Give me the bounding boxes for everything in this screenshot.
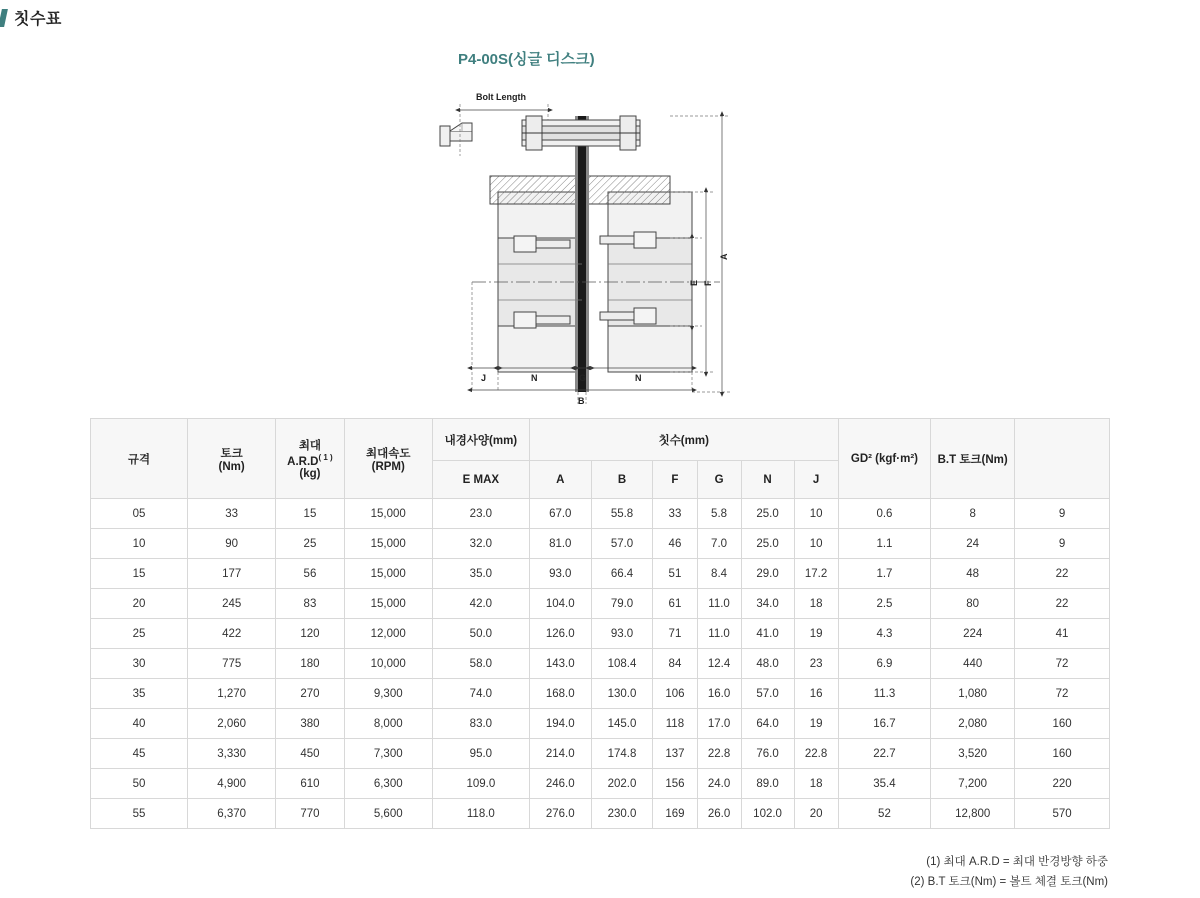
table-cell: 23: [794, 649, 838, 679]
table-cell: 11.3: [838, 679, 931, 709]
table-cell: 15,000: [344, 499, 432, 529]
table-cell: 230.0: [591, 799, 653, 829]
table-cell: 22.8: [794, 739, 838, 769]
table-cell: 610: [276, 769, 344, 799]
table-cell: 64.0: [741, 709, 794, 739]
table-cell: 40: [91, 709, 188, 739]
table-cell: 15: [276, 499, 344, 529]
table-cell: 05: [91, 499, 188, 529]
table-cell: 22: [1015, 559, 1110, 589]
label-g: G: [579, 373, 587, 383]
table-cell: 202.0: [591, 769, 653, 799]
table-cell: 104.0: [529, 589, 591, 619]
table-cell: 48.0: [741, 649, 794, 679]
table-cell: 246.0: [529, 769, 591, 799]
table-cell: 52: [838, 799, 931, 829]
table-cell: 6,370: [188, 799, 276, 829]
label-f: F: [703, 280, 713, 286]
table-cell: 51: [653, 559, 697, 589]
table-row: [91, 799, 1110, 829]
page-title: 칫수표: [14, 11, 62, 28]
table-cell: 76.0: [741, 739, 794, 769]
figure-title: P4-00S(싱글 디스크): [458, 51, 595, 68]
table-cell: 33: [653, 499, 697, 529]
table-cell: 42.0: [432, 589, 529, 619]
col-header-ard: 최대 $A.R.D^{( 1 )}$ (kg): [276, 419, 344, 499]
table-cell: 18: [794, 769, 838, 799]
table-cell: 20: [91, 589, 188, 619]
col-group-header-dims: 칫수(mm): [529, 419, 838, 461]
table-cell: 7,200: [931, 769, 1015, 799]
table-cell: 2.5: [838, 589, 931, 619]
table-cell: 3,330: [188, 739, 276, 769]
table-cell: 8,000: [344, 709, 432, 739]
table-cell: 56: [276, 559, 344, 589]
table-cell: 224: [931, 619, 1015, 649]
table-cell: 24: [931, 529, 1015, 559]
table-cell: 1,080: [931, 679, 1015, 709]
label-n-right: N: [635, 373, 642, 383]
figure-container: [430, 44, 790, 404]
table-cell: 245: [188, 589, 276, 619]
table-cell: 145.0: [591, 709, 653, 739]
section-heading: [0, 6, 62, 29]
table-cell: 90: [188, 529, 276, 559]
coupling-drawing: [430, 68, 790, 404]
table-cell: 23.0: [432, 499, 529, 529]
table-cell: 10,000: [344, 649, 432, 679]
table-cell: 24.0: [697, 769, 741, 799]
table-cell: 89.0: [741, 769, 794, 799]
table-row: [91, 769, 1110, 799]
table-cell: 50.0: [432, 619, 529, 649]
table-cell: 30: [91, 649, 188, 679]
table-row: [91, 649, 1110, 679]
table-cell: 7,300: [344, 739, 432, 769]
table-cell: 15,000: [344, 589, 432, 619]
table-cell: 11.0: [697, 619, 741, 649]
table-cell: 1.1: [838, 529, 931, 559]
table-cell: 45: [91, 739, 188, 769]
table-cell: 118.0: [432, 799, 529, 829]
table-cell: 55.8: [591, 499, 653, 529]
table-cell: 570: [1015, 799, 1110, 829]
table-cell: 84: [653, 649, 697, 679]
table-cell: 19: [794, 709, 838, 739]
col-header-torque: 토크 (Nm): [188, 419, 276, 499]
sub-header-j: J: [794, 461, 838, 499]
table-cell: 8.4: [697, 559, 741, 589]
table-cell: 25: [276, 529, 344, 559]
table-cell: 177: [188, 559, 276, 589]
table-cell: 1,270: [188, 679, 276, 709]
table-cell: 9: [1015, 499, 1110, 529]
table-cell: 160: [1015, 709, 1110, 739]
table-cell: 32.0: [432, 529, 529, 559]
table-cell: 15,000: [344, 529, 432, 559]
table-cell: 10: [91, 529, 188, 559]
col-header-bt-torque: [1015, 419, 1110, 499]
table-cell: 22: [1015, 589, 1110, 619]
table-cell: 20: [794, 799, 838, 829]
table-cell: 5.8: [697, 499, 741, 529]
table-cell: 156: [653, 769, 697, 799]
table-cell: 57.0: [741, 679, 794, 709]
col-header-max-speed: 최대속도 (RPM): [344, 419, 432, 499]
table-cell: 25: [91, 619, 188, 649]
table-cell: 168.0: [529, 679, 591, 709]
table-cell: 35: [91, 679, 188, 709]
table-cell: 9: [1015, 529, 1110, 559]
table-cell: 2,080: [931, 709, 1015, 739]
table-cell: 380: [276, 709, 344, 739]
table-cell: 11.0: [697, 589, 741, 619]
table-cell: 29.0: [741, 559, 794, 589]
sub-header-emax: E MAX: [432, 461, 529, 499]
table-cell: 3,520: [931, 739, 1015, 769]
table-row: [91, 619, 1110, 649]
table-cell: 22.8: [697, 739, 741, 769]
table-cell: 66.4: [591, 559, 653, 589]
table-header: [91, 419, 1110, 499]
table-cell: 16: [794, 679, 838, 709]
table-cell: 118: [653, 709, 697, 739]
table-row: [91, 559, 1110, 589]
table-cell: 2,060: [188, 709, 276, 739]
table-cell: 74.0: [432, 679, 529, 709]
table-cell: 50: [91, 769, 188, 799]
col-header-gd2: B.T 토크(Nm): [931, 419, 1015, 499]
table-cell: 72: [1015, 679, 1110, 709]
table-cell: 10: [794, 529, 838, 559]
table-cell: 220: [1015, 769, 1110, 799]
table-cell: 214.0: [529, 739, 591, 769]
col-header-size: 규격: [91, 419, 188, 499]
table-cell: 0.6: [838, 499, 931, 529]
table-cell: 5,600: [344, 799, 432, 829]
table-cell: 4.3: [838, 619, 931, 649]
table-cell: 25.0: [741, 529, 794, 559]
table-cell: 8: [931, 499, 1015, 529]
table-cell: 61: [653, 589, 697, 619]
sub-header-g: G: [697, 461, 741, 499]
sub-header-b: B: [591, 461, 653, 499]
table-cell: 71: [653, 619, 697, 649]
table-cell: 93.0: [529, 559, 591, 589]
label-j: J: [481, 373, 487, 383]
table-row: [91, 739, 1110, 769]
table-cell: 270: [276, 679, 344, 709]
table-cell: 775: [188, 649, 276, 679]
table-cell: 174.8: [591, 739, 653, 769]
table-cell: 16.7: [838, 709, 931, 739]
table-cell: 450: [276, 739, 344, 769]
table-cell: 72: [1015, 649, 1110, 679]
table-cell: 25.0: [741, 499, 794, 529]
table-cell: 109.0: [432, 769, 529, 799]
table-cell: 180: [276, 649, 344, 679]
table-cell: 10: [794, 499, 838, 529]
table-cell: 137: [653, 739, 697, 769]
table-cell: 12,800: [931, 799, 1015, 829]
table-cell: 194.0: [529, 709, 591, 739]
table-cell: 83: [276, 589, 344, 619]
table-cell: 4,900: [188, 769, 276, 799]
table-cell: 15,000: [344, 559, 432, 589]
table-row: [91, 589, 1110, 619]
table-row: [91, 709, 1110, 739]
sub-header-a: A: [529, 461, 591, 499]
table-cell: 440: [931, 649, 1015, 679]
footnote-2: (2) B.T 토크(Nm) = 볼트 체결 토크(Nm): [910, 876, 1108, 888]
table-cell: 7.0: [697, 529, 741, 559]
col-group-header-bore: 내경사양(mm): [432, 419, 529, 461]
table-cell: 276.0: [529, 799, 591, 829]
table-cell: 93.0: [591, 619, 653, 649]
table-cell: 35.4: [838, 769, 931, 799]
table-cell: 55: [91, 799, 188, 829]
table-cell: 95.0: [432, 739, 529, 769]
table-cell: 12.4: [697, 649, 741, 679]
table-cell: 22.7: [838, 739, 931, 769]
table-cell: 26.0: [697, 799, 741, 829]
table-cell: 169: [653, 799, 697, 829]
table-cell: 46: [653, 529, 697, 559]
table-cell: 106: [653, 679, 697, 709]
table-cell: 15: [91, 559, 188, 589]
sub-header-n: N: [741, 461, 794, 499]
table-row: [91, 679, 1110, 709]
footnotes: [910, 852, 1108, 892]
footnote-1: (1) 최대 A.R.D = 최대 반경방향 하중: [926, 856, 1108, 868]
table-cell: 79.0: [591, 589, 653, 619]
table-cell: 12,000: [344, 619, 432, 649]
table-cell: 16.0: [697, 679, 741, 709]
table-cell: 67.0: [529, 499, 591, 529]
table-cell: 19: [794, 619, 838, 649]
table-cell: 81.0: [529, 529, 591, 559]
label-b: B: [578, 396, 585, 404]
table-cell: 34.0: [741, 589, 794, 619]
table-row: [91, 529, 1110, 559]
label-bolt-length: Bolt Length: [476, 92, 526, 102]
table-cell: 17.2: [794, 559, 838, 589]
table-cell: 18: [794, 589, 838, 619]
heading-marker-icon: [0, 9, 8, 27]
table-cell: 48: [931, 559, 1015, 589]
table-cell: 33: [188, 499, 276, 529]
table-cell: 130.0: [591, 679, 653, 709]
table-row: [91, 499, 1110, 529]
table-cell: 17.0: [697, 709, 741, 739]
spec-table: [90, 418, 1110, 829]
label-n-left: N: [531, 373, 538, 383]
label-e: E: [689, 279, 699, 286]
table-cell: 6.9: [838, 649, 931, 679]
table-cell: 1.7: [838, 559, 931, 589]
table-cell: 770: [276, 799, 344, 829]
table-cell: 35.0: [432, 559, 529, 589]
table-cell: 102.0: [741, 799, 794, 829]
table-cell: 160: [1015, 739, 1110, 769]
table-cell: 143.0: [529, 649, 591, 679]
table-body: [91, 499, 1110, 829]
table-cell: 9,300: [344, 679, 432, 709]
table-cell: 41: [1015, 619, 1110, 649]
sub-header-f: F: [653, 461, 697, 499]
table-cell: 83.0: [432, 709, 529, 739]
table-cell: 58.0: [432, 649, 529, 679]
table-cell: 126.0: [529, 619, 591, 649]
table-cell: 41.0: [741, 619, 794, 649]
table-cell: 422: [188, 619, 276, 649]
table-cell: 108.4: [591, 649, 653, 679]
col-header-weight: GD² (kgf·m²): [838, 419, 931, 499]
table-cell: 120: [276, 619, 344, 649]
label-a: A: [719, 253, 729, 260]
table-cell: 80: [931, 589, 1015, 619]
table-cell: 6,300: [344, 769, 432, 799]
table-cell: 57.0: [591, 529, 653, 559]
